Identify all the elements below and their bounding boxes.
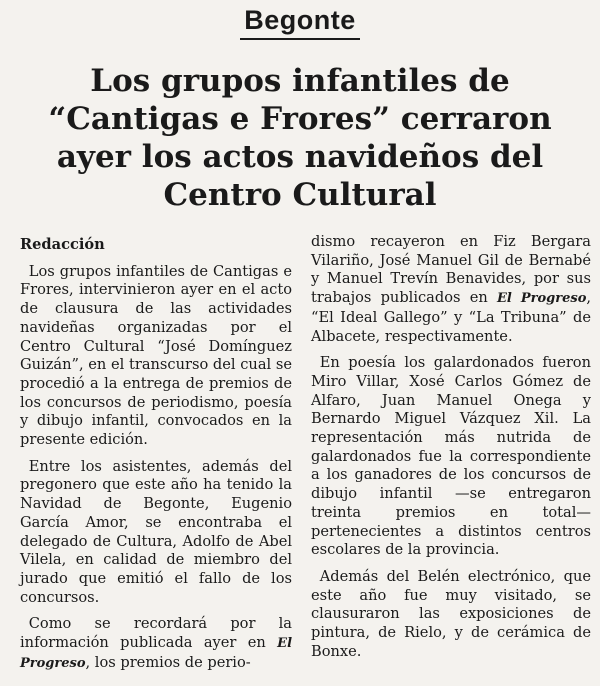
- paragraph-6: Además del Belén electrónico, que este año fue muy visitado, se clausuraron las exposiciones de pintura, de Rielo, y de cerámica de Bonxe.: [311, 567, 591, 660]
- article-column-right: [311, 233, 591, 669]
- paragraph-4-text-a: dismo recayeron en Fiz Bergara Vilariño, José Manuel Gil de Bernabé y Manuel Trevín Benavides, por sus trabajos publicados en: [311, 233, 591, 307]
- article-headline: Los grupos infantiles de “Cantigas e Frores” cerraron ayer los actos navideños del Centro Cultural: [48, 63, 552, 213]
- section-title: Begonte: [240, 4, 360, 40]
- paragraph-4: [311, 233, 591, 346]
- paragraph-3-text-a: Como se recordará por la información publicada ayer en: [20, 615, 292, 652]
- paragraph-3-text-b: , los premios de perio-: [85, 653, 251, 671]
- paragraph-4-text-b: , “El Ideal Gallego” y “La Tribuna” de Albacete, respectivamente.: [311, 289, 592, 345]
- publication-name: El Progreso: [496, 291, 587, 307]
- paragraph-5: En poesía los galardonados fueron Miro Villar, Xosé Carlos Gómez de Alfaro, Juan Manuel Onega y Bernardo Miguel Vázquez Xil. La representación más nutrida de galardonados fue la correspondiente a los ganadores de los concursos de dibujo infantil —se entregaron treinta premios en total— pertenecientes a distintos centros escolares de la provincia.: [311, 354, 591, 559]
- paragraph-1: Los grupos infantiles de Cantigas e Frores, intervinieron ayer en el acto de clausura de las actividades navideñas organizadas por el Centro Cultural “José Domínguez Guizán”, en el transcurso del cual se procedió a la entrega de premios de los concursos de periodismo, poesía y dibujo infantil, convocados en la presente edición.: [20, 262, 292, 449]
- publication-name: El Progreso: [20, 636, 293, 671]
- paragraph-2: Entre los asistentes, además del pregonero que este año ha tenido la Navidad de Begonte, Eugenio García Amor, se encontraba el delegado de Cultura, Adolfo de Abel Vilela, en calidad de miembro del jurado que emitió el fallo de los concursos.: [20, 457, 292, 606]
- article-column-left: [20, 236, 292, 681]
- section-header: [0, 4, 600, 40]
- paragraph-3: [20, 615, 292, 673]
- article-byline: Redacción: [20, 236, 105, 253]
